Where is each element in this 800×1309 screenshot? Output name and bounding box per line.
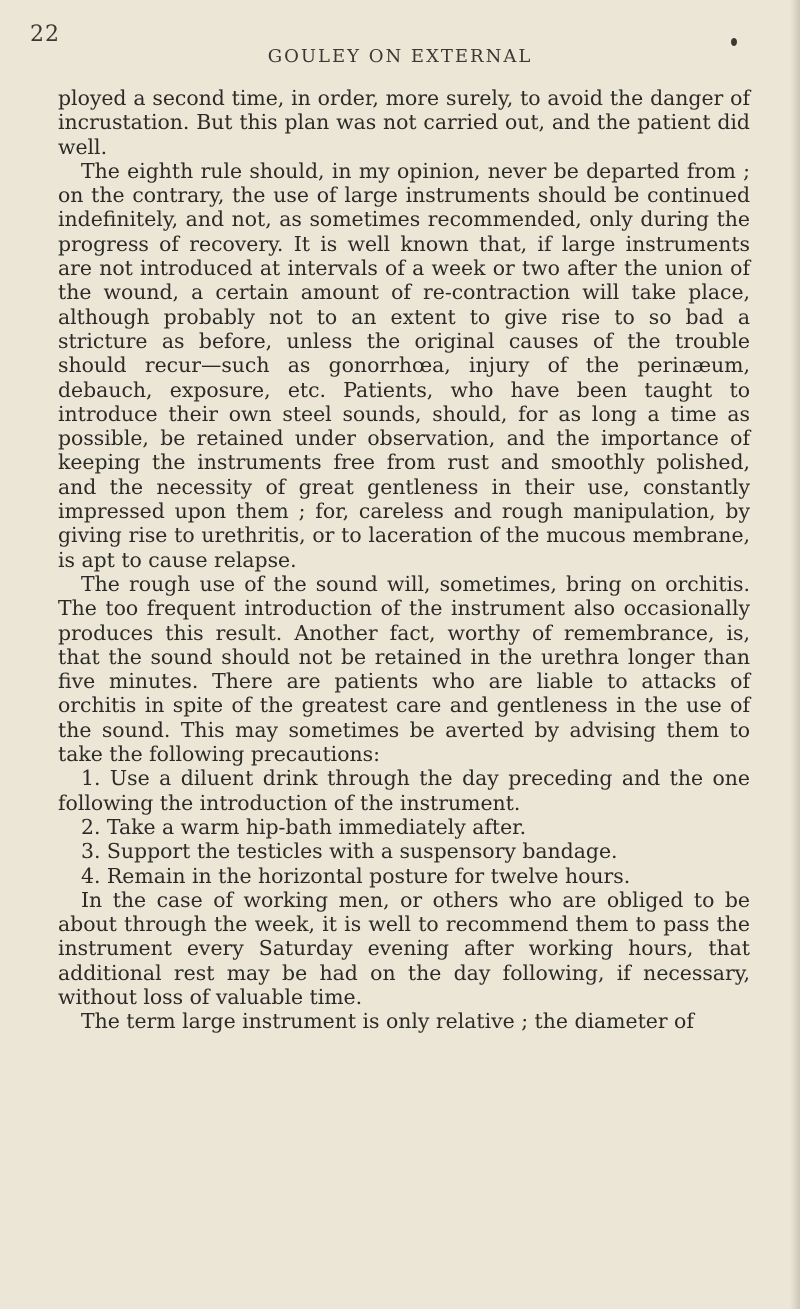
precaution-item: 2. Take a warm hip-bath immediately after. [81,814,527,839]
paragraph-working-men: In the case of working men, or others who are obliged to be about through the week, it is well to recommend them to pass the instrument every Saturday evening after working hours, that additional rest may be had on the day following, if necessary, without loss of valuable time. [58,887,750,1009]
ink-speck [731,38,737,46]
paragraph-orchitis: The rough use of the sound will, sometimes, bring on orchitis. The too frequent introduction of the instrument also occasionally produces this result. Another fact, worthy of remembrance, is, that the sound should not be retained in the urethra longer than five minutes. There are patients who are liable to attacks of orchitis in spite of the greatest care and gentleness in the use of the sound. This may sometimes be averted by advising them to take the following precautions: [58,571,750,767]
page-edge-shadow [790,0,800,1309]
paragraph-eighth-rule: The eighth rule should, in my opinion, never be departed from ; on the contrary, the use of large instruments should be continued indefinitely, and not, as sometimes recommended, only during the progress of recovery. It is well known that, if large instruments are not introduced at intervals of a week or two after the union of the wound, a certain amount of re-contraction will take place, although probably not to an extent to give rise to so bad a stricture as before, unless the original causes of the trouble should recur—such as gonorrhœa, injury of the perinæum, debauch, exposure, etc. Patients, who have been taught to introduce their own steel sounds, should, for as long a time as possible, be retained under observation, and the importance of keeping the instruments free from rust and smoothly polished, and the necessity of great gentleness in their use, constantly impressed upon them ; for, careless and rough manipulation, by giving rise to urethritis, or to laceration of the mucous membrane, is apt to cause relapse. [58,158,750,572]
precaution-item: 1. Use a diluent drink through the day preceding and the one following the introduction of the instrument. [58,766,750,815]
paragraph-continuation: ployed a second time, in order, more surely, to avoid the danger of incrustation. But this plan was not carried out, and the patient did well. [58,86,750,159]
precaution-item: 4. Remain in the horizontal posture for twelve hours. [81,863,631,888]
body-text [58,86,750,1034]
paragraph-large-instrument: The term large instrument is only relative ; the diameter of [81,1009,694,1034]
precaution-item: 3. Support the testicles with a suspensory bandage. [81,839,618,864]
running-title: GOULEY ON EXTERNAL [267,46,533,67]
page-number: 22 [30,22,60,47]
